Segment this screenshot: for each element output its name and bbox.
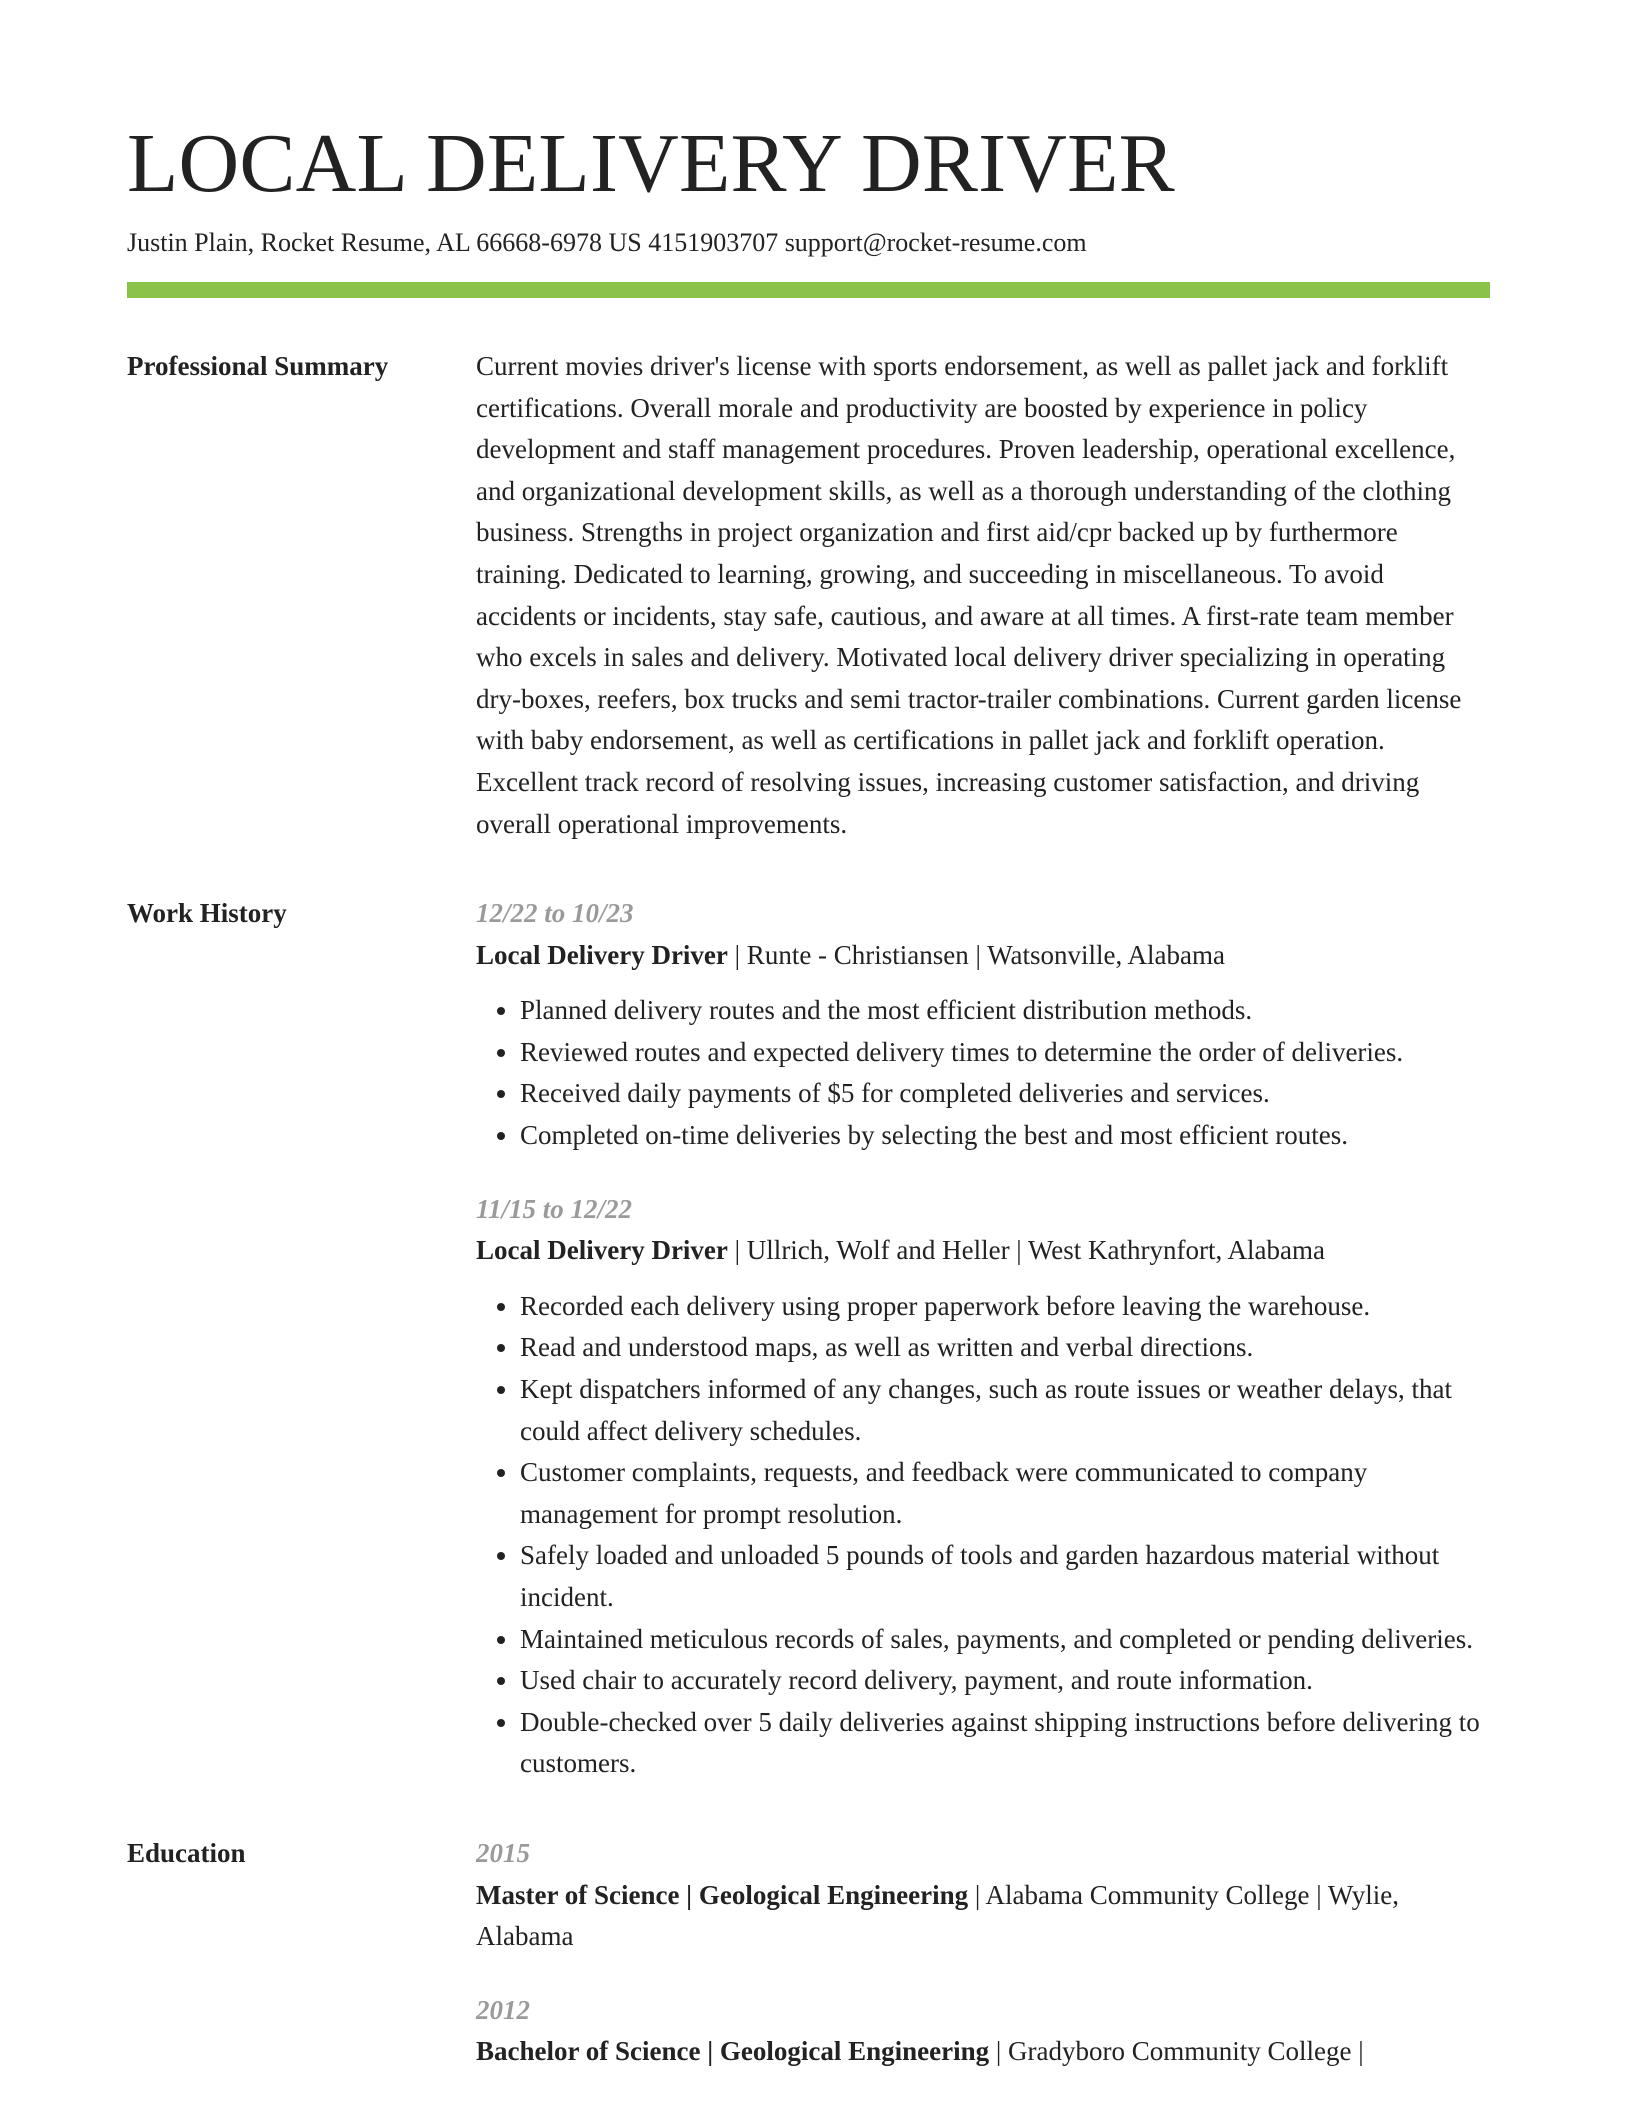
job-heading <box>476 1230 1490 1272</box>
education-body <box>476 1833 1490 2073</box>
job-bullet: • Received daily payments of $5 for completed deliveries and services. <box>520 1073 1490 1115</box>
summary-text: Current movies driver's license with sports endorsement, as well as pallet jack and forklift certifications. Overall morale and productivity are boosted by experience in policy development and staff management procedures. Proven leadership, operational excellence, and organizational development skills, as well as a thorough understanding of the clothing business. Strengths in project organization and first aid/cpr backed up by furthermore training. Dedicated to learning, growing, and succeeding in miscellaneous. To avoid accidents or incidents, stay safe, cautious, and aware at all times. A first-rate team member who excels in sales and delivery. Motivated local delivery driver specializing in operating dry-boxes, reefers, box trucks and semi tractor-trailer combinations. Current garden license with baby endorsement, as well as certifications in pallet jack and forklift operation. Excellent track record of resolving issues, increasing customer satisfaction, and driving overall operational improvements. <box>476 350 1462 839</box>
job-bullet: • Kept dispatchers informed of any changes, such as route issues or weather delays, that could affect delivery schedules. <box>520 1369 1490 1452</box>
education-entry <box>476 1990 1490 2073</box>
work-history-section <box>127 893 1490 1785</box>
job-bullet: • Reviewed routes and expected delivery times to determine the order of deliveries. <box>520 1032 1490 1074</box>
education-heading-line <box>476 2031 1490 2073</box>
job-entry <box>476 893 1490 1157</box>
contact-line: Justin Plain, Rocket Resume, AL 66668-6978 US 4151903707 support@rocket-resume.com <box>127 228 1087 258</box>
job-entry <box>476 1189 1490 1785</box>
job-dates: 12/22 to 10/23 <box>476 898 634 929</box>
education-heading-line <box>476 1875 1490 1958</box>
resume-title: LOCAL DELIVERY DRIVER <box>127 117 1175 210</box>
summary-heading: Professional Summary <box>127 350 389 381</box>
education-section <box>127 1833 1490 2073</box>
accent-divider <box>127 282 1490 298</box>
summary-body <box>476 346 1490 845</box>
job-bullet-list <box>476 1286 1490 1785</box>
job-bullet: • Used chair to accurately record delivery, payment, and route information. <box>520 1660 1490 1702</box>
job-bullet: • Recorded each delivery using proper paperwork before leaving the warehouse. <box>520 1286 1490 1328</box>
job-details: | Ullrich, Wolf and Heller | West Kathrynfort, Alabama <box>727 1235 1325 1266</box>
work-history-body <box>476 893 1490 1785</box>
education-year: 2015 <box>476 1837 530 1868</box>
job-bullet: • Double-checked over 5 daily deliveries against shipping instructions before delivering to customers. <box>520 1702 1490 1785</box>
job-bullet-list <box>476 990 1490 1156</box>
education-details: | Alabama Community College | Wylie, Alabama <box>476 1879 1399 1952</box>
education-year: 2012 <box>476 1994 530 2025</box>
job-bullet: • Maintained meticulous records of sales, payments, and completed or pending deliveries. <box>520 1619 1490 1661</box>
work-history-heading: Work History <box>127 898 287 929</box>
education-heading: Education <box>127 1837 246 1868</box>
job-title: Local Delivery Driver <box>476 1235 728 1266</box>
job-bullet: • Customer complaints, requests, and feedback were communicated to company management for prompt resolution. <box>520 1452 1490 1535</box>
job-heading <box>476 935 1490 977</box>
job-details: | Runte - Christiansen | Watsonville, Alabama <box>727 939 1225 970</box>
job-bullet: • Read and understood maps, as well as written and verbal directions. <box>520 1327 1490 1369</box>
education-degree: Bachelor of Science | Geological Engineering <box>476 2036 990 2067</box>
resume-page <box>127 0 1490 2073</box>
education-degree: Master of Science | Geological Engineering <box>476 1879 969 1910</box>
summary-section <box>127 346 1490 845</box>
job-title: Local Delivery Driver <box>476 939 728 970</box>
education-details: | Gradyboro Community College | <box>989 2036 1364 2067</box>
job-bullet: • Safely loaded and unloaded 5 pounds of tools and garden hazardous material without incident. <box>520 1535 1490 1618</box>
education-entry <box>476 1833 1490 1958</box>
job-dates: 11/15 to 12/22 <box>476 1193 633 1224</box>
job-bullet: • Planned delivery routes and the most efficient distribution methods. <box>520 990 1490 1032</box>
job-bullet: • Completed on-time deliveries by selecting the best and most efficient routes. <box>520 1115 1490 1157</box>
